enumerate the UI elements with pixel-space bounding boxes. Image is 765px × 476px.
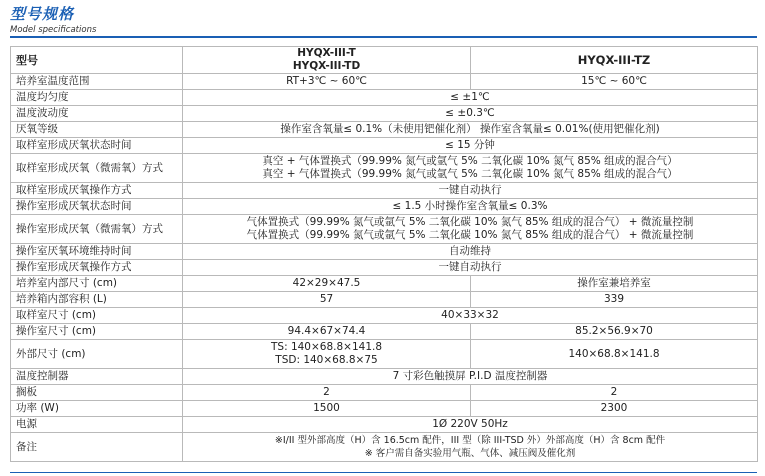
table-row — [11, 433, 758, 462]
row-label: 操作室尺寸 (cm) — [11, 324, 183, 340]
row-value: 一键自动执行 — [183, 260, 758, 276]
row-value — [183, 215, 758, 244]
row-value-line2: ※ 客户需自备实验用气瓶、气体、减压阀及催化剂 — [364, 448, 576, 459]
row-value-t: 1500 — [183, 401, 471, 417]
row-value: 一键自动执行 — [183, 183, 758, 199]
row-label: 温度控制器 — [11, 369, 183, 385]
page-title: 型号规格 — [10, 5, 75, 23]
row-value-t: 2 — [183, 385, 471, 401]
row-label: 电源 — [11, 417, 183, 433]
table-header-row — [11, 47, 758, 74]
table-row — [11, 385, 758, 401]
row-value: 1Ø 220V 50Hz — [183, 417, 758, 433]
row-value-t — [183, 340, 471, 369]
table-row — [11, 90, 758, 106]
row-label: 取样室形成厌氧状态时间 — [11, 138, 183, 154]
table-row — [11, 292, 758, 308]
row-value: 操作室含氧量≤ 0.1%（未使用钯催化剂） 操作室含氧量≤ 0.01%(使用钯催化剂) — [183, 122, 758, 138]
header-model-t — [183, 47, 471, 74]
table-row — [11, 154, 758, 183]
header-model-tz: HYQX-III-TZ — [471, 47, 758, 74]
row-label: 外部尺寸 (cm) — [11, 340, 183, 369]
row-value-line2: 气体置换式（99.99% 氮气或氩气 5% 二氧化碳 10% 氮气 85% 组成的混合气） + 微流量控制 — [246, 229, 694, 241]
row-value-tz: 140×68.8×141.8 — [471, 340, 758, 369]
row-value-t: 42×29×47.5 — [183, 276, 471, 292]
row-value-tz: 85.2×56.9×70 — [471, 324, 758, 340]
row-value-line1: 真空 + 气体置换式（99.99% 氮气或氩气 5% 二氧化碳 10% 氮气 85% 组成的混合气） — [262, 155, 678, 167]
page-subtitle: Model specifications — [10, 25, 97, 35]
table-row — [11, 324, 758, 340]
table-row — [11, 417, 758, 433]
table-row — [11, 138, 758, 154]
table-row — [11, 369, 758, 385]
row-value-line2: TSD: 140×68.8×75 — [275, 354, 378, 366]
row-value: ≤ 1.5 小时操作室含氧量≤ 0.3% — [183, 199, 758, 215]
table-row — [11, 276, 758, 292]
table-row — [11, 183, 758, 199]
title-divider — [10, 36, 757, 38]
row-label: 温度均匀度 — [11, 90, 183, 106]
row-label: 培养箱内部容积 (L) — [11, 292, 183, 308]
table-row — [11, 308, 758, 324]
row-label: 备注 — [11, 433, 183, 462]
row-value-t: 57 — [183, 292, 471, 308]
row-label: 培养室内部尺寸 (cm) — [11, 276, 183, 292]
row-value: 自动维持 — [183, 244, 758, 260]
row-label: 取样室形成厌氧操作方式 — [11, 183, 183, 199]
table-row — [11, 260, 758, 276]
row-label: 温度波动度 — [11, 106, 183, 122]
row-label: 取样室形成厌氧（微需氧）方式 — [11, 154, 183, 183]
row-label: 操作室形成厌氧（微需氧）方式 — [11, 215, 183, 244]
row-value: ≤ ±1℃ — [183, 90, 758, 106]
table-row — [11, 340, 758, 369]
table-row — [11, 74, 758, 90]
row-label: 搁板 — [11, 385, 183, 401]
row-label: 功率 (W) — [11, 401, 183, 417]
row-label: 操作室形成厌氧状态时间 — [11, 199, 183, 215]
row-value-line1: ※I/II 型外部高度（H）含 16.5cm 配件，III 型（除 III-TSD 外）外部高度（H）含 8cm 配件 — [274, 435, 666, 446]
row-value-tz: 15℃ ~ 60℃ — [471, 74, 758, 90]
row-value: 40×33×32 — [183, 308, 758, 324]
table-row — [11, 106, 758, 122]
table-row — [11, 122, 758, 138]
table-row — [11, 244, 758, 260]
row-label: 取样室尺寸 (cm) — [11, 308, 183, 324]
row-label: 操作室形成厌氧操作方式 — [11, 260, 183, 276]
row-label: 培养室温度范围 — [11, 74, 183, 90]
row-value-line1: TS: 140×68.8×141.8 — [270, 341, 383, 353]
row-value-tz: 2 — [471, 385, 758, 401]
row-value-tz: 操作室兼培养室 — [471, 276, 758, 292]
row-value: 7 寸彩色触摸屏 P.I.D 温度控制器 — [183, 369, 758, 385]
header-model-t-line2: HYQX-III-TD — [292, 60, 361, 72]
header-model-t-line1: HYQX-III-T — [297, 47, 356, 59]
row-value-tz: 339 — [471, 292, 758, 308]
row-label: 操作室厌氧环境维持时间 — [11, 244, 183, 260]
row-value-line2: 真空 + 气体置换式（99.99% 氮气或氩气 5% 二氧化碳 10% 氮气 85% 组成的混合气） — [262, 168, 678, 180]
row-value: ≤ ±0.3℃ — [183, 106, 758, 122]
row-value — [183, 433, 758, 462]
row-value-tz: 2300 — [471, 401, 758, 417]
table-row — [11, 215, 758, 244]
row-value: ≤ 15 分钟 — [183, 138, 758, 154]
header-model-label: 型号 — [11, 47, 183, 74]
row-value-t: 94.4×67×74.4 — [183, 324, 471, 340]
table-bottom-rule — [10, 472, 757, 473]
row-label: 厌氧等级 — [11, 122, 183, 138]
row-value-line1: 气体置换式（99.99% 氮气或氩气 5% 二氧化碳 10% 氮气 85% 组成的混合气） + 微流量控制 — [246, 216, 694, 228]
row-value — [183, 154, 758, 183]
row-value-t: RT+3℃ ~ 60℃ — [183, 74, 471, 90]
table-row — [11, 401, 758, 417]
spec-table — [10, 46, 758, 462]
table-row — [11, 199, 758, 215]
